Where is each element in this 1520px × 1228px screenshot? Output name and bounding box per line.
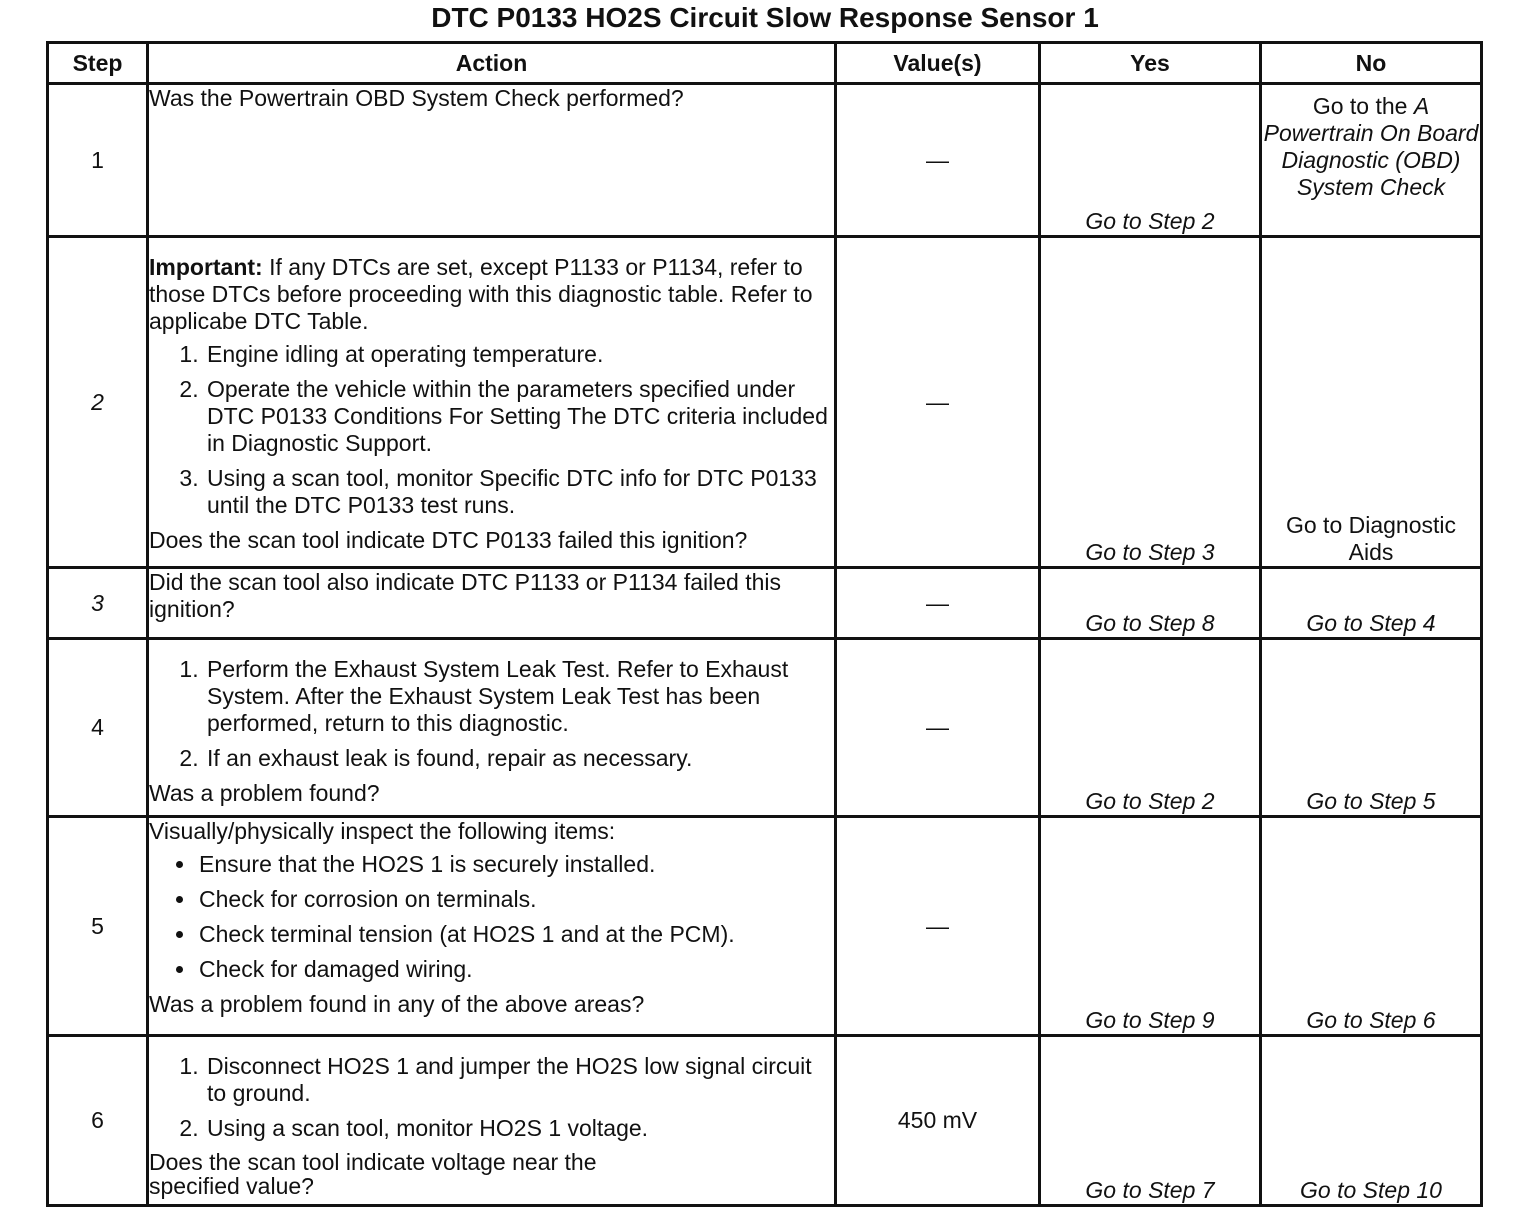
step-number: 2 xyxy=(48,237,148,568)
list-item: • Check terminal tension (at HO2S 1 and at the PCM). xyxy=(197,921,834,948)
action-question: Was a problem found in any of the above areas? xyxy=(149,991,645,1017)
yes-cell: Go to Step 7 xyxy=(1040,1036,1261,1206)
header-no: No xyxy=(1261,43,1482,84)
action-question: Did the scan tool also indicate DTC P1133 or P1134 failed this ignition? xyxy=(149,569,782,622)
header-yes: Yes xyxy=(1040,43,1261,84)
yes-cell: Go to Step 8 xyxy=(1040,568,1261,639)
list-item: 2. If an exhaust leak is found, repair as necessary. xyxy=(205,745,834,772)
action-cell xyxy=(148,817,836,1036)
no-reference: A Powertrain On Board Diagnostic (OBD) System Check xyxy=(1263,93,1479,200)
action-cell xyxy=(148,84,836,237)
action-question: Was the Powertrain OBD System Check performed? xyxy=(149,85,684,111)
inspection-items xyxy=(149,851,834,983)
table-row xyxy=(48,817,1482,1036)
table-row xyxy=(48,237,1482,568)
value-cell: 450 mV xyxy=(836,1036,1040,1206)
list-item: 1. Engine idling at operating temperature. xyxy=(205,341,834,368)
value-cell: — xyxy=(836,237,1040,568)
step-number: 6 xyxy=(48,1036,148,1206)
value-cell: — xyxy=(836,639,1040,817)
step-number: 3 xyxy=(48,568,148,639)
yes-cell: Go to Step 2 xyxy=(1040,84,1261,237)
value-cell: — xyxy=(836,817,1040,1036)
no-cell: Go to Step 10 xyxy=(1261,1036,1482,1206)
value-cell: — xyxy=(836,568,1040,639)
action-cell xyxy=(148,237,836,568)
table-row xyxy=(48,84,1482,237)
action-steps xyxy=(149,656,834,772)
list-item: • Ensure that the HO2S 1 is securely installed. xyxy=(197,851,834,878)
step-number: 5 xyxy=(48,817,148,1036)
table-row xyxy=(48,639,1482,817)
table-title: DTC P0133 HO2S Circuit Slow Response Sensor 1 xyxy=(431,2,1099,33)
yes-cell: Go to Step 2 xyxy=(1040,639,1261,817)
list-item: 1. Perform the Exhaust System Leak Test. Refer to Exhaust System. After the Exhaust System Leak Test has been performed, return to this diagnostic. xyxy=(205,656,834,737)
header-values: Value(s) xyxy=(836,43,1040,84)
no-cell: Go to Diagnostic Aids xyxy=(1261,237,1482,568)
list-item: 3. Using a scan tool, monitor Specific DTC info for DTC P0133 until the DTC P0133 test runs. xyxy=(205,465,834,519)
important-note xyxy=(149,254,834,335)
action-question: Does the scan tool indicate voltage near the specified value? xyxy=(149,1149,597,1199)
action-lead: Visually/physically inspect the following items: xyxy=(149,818,616,844)
list-item: • Check for corrosion on terminals. xyxy=(197,886,834,913)
no-prefix: Go to the xyxy=(1312,93,1414,119)
list-item: 2. Using a scan tool, monitor HO2S 1 voltage. xyxy=(205,1115,834,1142)
table-row xyxy=(48,568,1482,639)
header-row xyxy=(48,43,1482,84)
yes-cell: Go to Step 9 xyxy=(1040,817,1261,1036)
action-steps xyxy=(149,1053,834,1142)
list-item: • Check for damaged wiring. xyxy=(197,956,834,983)
step-number: 4 xyxy=(48,639,148,817)
action-cell xyxy=(148,1036,836,1206)
action-cell xyxy=(148,568,836,639)
list-item: 1. Disconnect HO2S 1 and jumper the HO2S low signal circuit to ground. xyxy=(205,1053,834,1107)
no-cell: Go to Step 6 xyxy=(1261,817,1482,1036)
important-label: Important: xyxy=(149,254,263,280)
yes-cell: Go to Step 3 xyxy=(1040,237,1261,568)
no-cell: Go to Step 5 xyxy=(1261,639,1482,817)
action-question: Was a problem found? xyxy=(149,780,380,806)
value-cell: — xyxy=(836,84,1040,237)
important-text: If any DTCs are set, except P1133 or P1134, refer to those DTCs before proceeding with this diagnostic table. Refer to applicabe DTC Table. xyxy=(149,254,813,334)
no-cell: Go to Step 4 xyxy=(1261,568,1482,639)
header-action: Action xyxy=(148,43,836,84)
table-row xyxy=(48,1036,1482,1206)
action-steps xyxy=(149,341,834,519)
step-number: 1 xyxy=(48,84,148,237)
diagnostic-table xyxy=(46,41,1483,1207)
action-question: Does the scan tool indicate DTC P0133 failed this ignition? xyxy=(149,527,748,553)
action-cell xyxy=(148,639,836,817)
no-cell xyxy=(1261,84,1482,237)
list-item: 2. Operate the vehicle within the parameters specified under DTC P0133 Conditions For Setting The DTC criteria included in Diagnostic Support. xyxy=(205,376,834,457)
header-step: Step xyxy=(48,43,148,84)
